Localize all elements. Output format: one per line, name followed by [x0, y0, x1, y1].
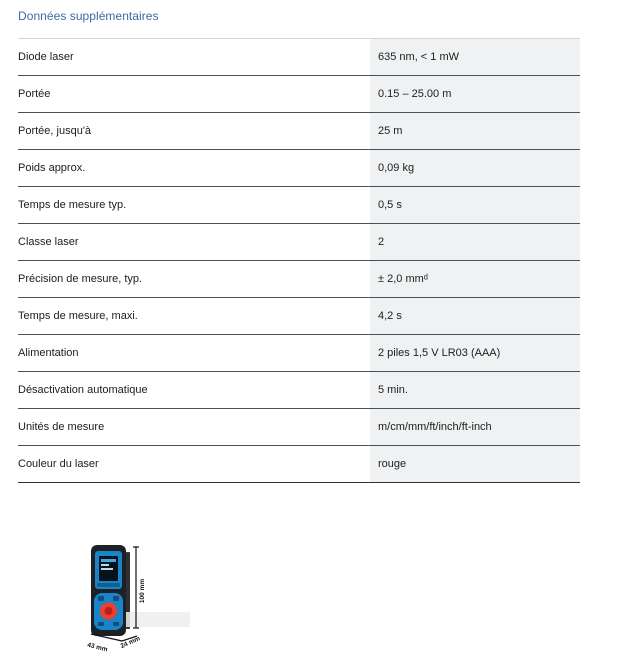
spec-value: 0,5 s: [370, 187, 580, 223]
laser-measure-device-illustration: [80, 540, 200, 658]
svg-text:43 mm: 43 mm: [86, 641, 109, 654]
table-row: [18, 224, 580, 261]
specifications-table: [18, 38, 580, 483]
dimension-depth-label: [120, 635, 142, 650]
svg-text:100 mm: 100 mm: [139, 578, 146, 604]
spec-label: Poids approx.: [18, 150, 370, 186]
spec-label: Précision de mesure, typ.: [18, 261, 370, 297]
table-row: [18, 76, 580, 113]
product-dimension-image: [80, 540, 200, 658]
spec-label: Temps de mesure typ.: [18, 187, 370, 223]
section-title: Données supplémentaires: [18, 9, 159, 23]
dimension-width-label: [87, 642, 109, 654]
table-row: [18, 409, 580, 446]
table-row: [18, 372, 580, 409]
spec-value: 25 m: [370, 113, 580, 149]
spec-label: Portée: [18, 76, 370, 112]
spec-value: ± 2,0 mmᵈ: [370, 261, 580, 297]
svg-text:24 mm: 24 mm: [119, 635, 142, 651]
table-row: [18, 335, 580, 372]
spec-value: 2 piles 1,5 V LR03 (AAA): [370, 335, 580, 371]
table-row: [18, 261, 580, 298]
table-row: [18, 150, 580, 187]
spec-value: 635 nm, < 1 mW: [370, 39, 580, 75]
spec-label: Unités de mesure: [18, 409, 370, 445]
spec-label: Diode laser: [18, 39, 370, 75]
spec-value: rouge: [370, 446, 580, 482]
spec-label: Couleur du laser: [18, 446, 370, 482]
table-row: [18, 39, 580, 76]
table-row: [18, 446, 580, 483]
spec-value: 2: [370, 224, 580, 260]
spec-value: 4,2 s: [370, 298, 580, 334]
spec-label: Alimentation: [18, 335, 370, 371]
spec-label: Portée, jusqu'à: [18, 113, 370, 149]
table-row: [18, 113, 580, 150]
table-row: [18, 298, 580, 335]
spec-label: Désactivation automatique: [18, 372, 370, 408]
spec-value: 0.15 – 25.00 m: [370, 76, 580, 112]
spec-value: m/cm/mm/ft/inch/ft-inch: [370, 409, 580, 445]
spec-value: 5 min.: [370, 372, 580, 408]
spec-value: 0,09 kg: [370, 150, 580, 186]
dimension-height-label: [139, 579, 146, 603]
table-row: [18, 187, 580, 224]
spec-label: Temps de mesure, maxi.: [18, 298, 370, 334]
spec-label: Classe laser: [18, 224, 370, 260]
